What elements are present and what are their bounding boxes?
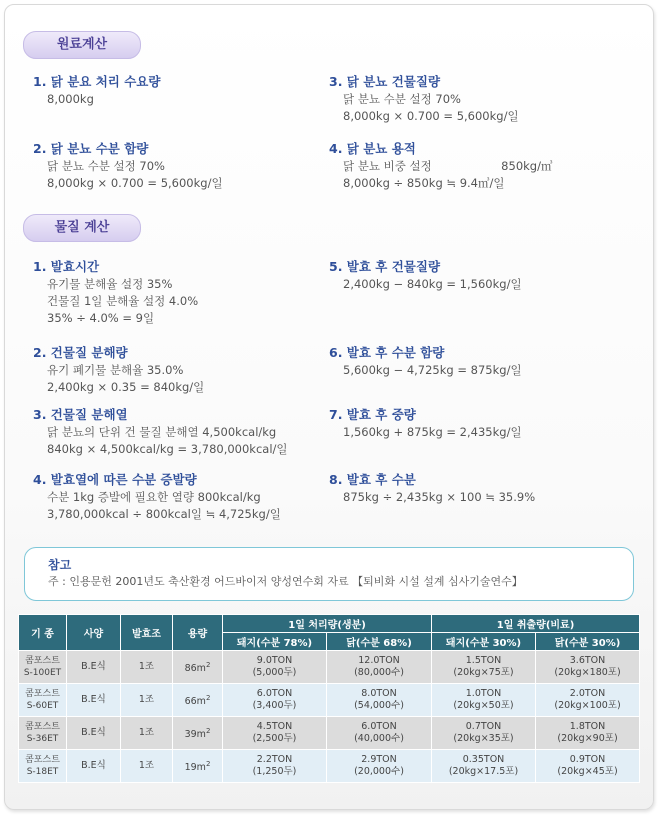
- cell-model: [19, 750, 67, 783]
- raw-item-2: [33, 140, 223, 192]
- header-volume: 용량: [173, 615, 223, 651]
- volume-value: 39m: [184, 729, 206, 741]
- model-line: 콤포스트: [25, 755, 60, 765]
- chicken-out-bags: (20kg×45포): [557, 766, 618, 777]
- chicken-count: (54,000수): [354, 700, 404, 711]
- pig-count: (3,400두): [252, 700, 297, 711]
- chicken-out-amount: 3.6TON: [569, 655, 606, 666]
- raw-item-1: [33, 73, 160, 108]
- item-line: 유기물 분해율 설정 35%: [47, 277, 173, 291]
- header-spec: 사양: [67, 615, 121, 651]
- item-heading: 7. 발효 후 중량: [329, 407, 416, 422]
- item-line: 수분 1kg 증발에 필요한 열량 800kcal/kg: [47, 490, 261, 504]
- pig-out-amount: 1.5TON: [465, 655, 502, 666]
- item-line: 닭 분뇨 수분 설정 70%: [47, 159, 165, 173]
- volume-value: 19m: [184, 762, 206, 774]
- volume-value: 66m: [184, 696, 206, 708]
- cell-volume: [173, 750, 223, 783]
- table-row: [19, 684, 640, 717]
- cell-ferment: 1조: [121, 717, 173, 750]
- cell-chicken: [327, 651, 432, 684]
- table-row: [19, 750, 640, 783]
- volume-unit-sup: 2: [205, 759, 211, 768]
- material-item-6: [329, 344, 522, 379]
- model-line: S-60ET: [26, 701, 59, 711]
- cell-chicken: [327, 717, 432, 750]
- cell-chicken-out: [536, 651, 640, 684]
- pig-count: (1,250두): [252, 766, 297, 777]
- table-row: [19, 717, 640, 750]
- item-heading: 8. 발효 후 수분: [329, 472, 416, 487]
- item-line: 8,000kg × 0.700 = 5,600kg/일: [47, 176, 223, 190]
- cell-volume: [173, 684, 223, 717]
- material-item-4: [33, 471, 281, 523]
- item-line: 닭 분뇨의 단위 건 물질 분해열 4,500kcal/kg: [47, 425, 277, 439]
- item-heading: 5. 발효 후 건물질량: [329, 259, 441, 274]
- cell-pig-out: [432, 717, 536, 750]
- chicken-out-amount: 2.0TON: [569, 688, 606, 699]
- model-line: 콤포스트: [25, 722, 60, 732]
- chicken-count: (80,000수): [354, 667, 404, 678]
- item-line: 5,600kg − 4,725kg = 875kg/일: [343, 363, 522, 377]
- cell-volume: [173, 717, 223, 750]
- raw-item-4: [329, 140, 552, 192]
- pig-out-bags: (20kg×75포): [453, 667, 514, 678]
- item-line: 유기 폐기물 분해율 35.0%: [47, 363, 184, 377]
- item-heading: 4. 닭 분뇨 용적: [329, 141, 416, 156]
- material-item-7: [329, 406, 522, 441]
- raw-item-3: [329, 73, 519, 125]
- chicken-out-bags: (20kg×100포): [554, 700, 621, 711]
- item-heading: 1. 발효시간: [33, 259, 100, 274]
- cell-spec: B.E식: [67, 717, 121, 750]
- spec-table: [18, 614, 640, 783]
- pig-out-bags: (20kg×50포): [453, 700, 514, 711]
- cell-chicken-out: [536, 750, 640, 783]
- note-text: 주 : 인용문헌 2001년도 축산환경 어드바이저 양성연수회 자료 【퇴비화 시설 설계 심사기술연수】: [48, 575, 523, 588]
- chicken-amount: 8.0TON: [361, 688, 397, 699]
- pig-count: (5,000두): [252, 667, 297, 678]
- header-daily-process: 1일 처리량(생분): [223, 615, 432, 633]
- volume-value: 86m: [184, 663, 206, 675]
- item-line: 8,000kg: [47, 92, 94, 106]
- cell-volume: [173, 651, 223, 684]
- material-item-3: [33, 406, 288, 458]
- header-daily-output: 1일 취출량(비료): [432, 615, 640, 633]
- cell-chicken-out: [536, 684, 640, 717]
- header-pig: 돼지(수분 78%): [223, 633, 327, 651]
- model-line: 콤포스트: [25, 689, 60, 699]
- model-line: S-100ET: [23, 668, 62, 678]
- item-heading: 6. 발효 후 수분 함량: [329, 345, 445, 360]
- item-line: 건물질 1일 분해율 설정 4.0%: [47, 294, 199, 308]
- pig-amount: 4.5TON: [256, 721, 293, 732]
- item-heading: 2. 건물질 분해량: [33, 345, 128, 360]
- chicken-out-bags: (20kg×180포): [554, 667, 621, 678]
- note-title: 참고: [48, 558, 72, 572]
- cell-ferment: 1조: [121, 684, 173, 717]
- item-heading: 3. 건물질 분해열: [33, 407, 128, 422]
- item-heading: 2. 닭 분뇨 수분 함량: [33, 141, 149, 156]
- item-heading: 1. 닭 분요 처리 수요량: [33, 74, 161, 89]
- item-heading: 4. 발효열에 따른 수분 증발량: [33, 472, 197, 487]
- header-model: 기 종: [19, 615, 67, 651]
- header-chicken: 닭(수분 68%): [327, 633, 432, 651]
- item-line: 1,560kg + 875kg = 2,435kg/일: [343, 425, 522, 439]
- model-line: S-18ET: [26, 767, 59, 777]
- cell-chicken: [327, 750, 432, 783]
- chicken-count: (20,000수): [354, 766, 404, 777]
- pig-out-bags: (20kg×17.5포): [448, 766, 519, 777]
- pig-out-amount: 0.35TON: [462, 754, 505, 765]
- pig-amount: 9.0TON: [256, 655, 293, 666]
- cell-chicken-out: [536, 717, 640, 750]
- chicken-out-bags: (20kg×90포): [557, 733, 618, 744]
- cell-model: [19, 684, 67, 717]
- cell-model: [19, 717, 67, 750]
- pig-count: (2,500두): [252, 733, 297, 744]
- pig-out-amount: 0.7TON: [465, 721, 502, 732]
- pig-out-amount: 1.0TON: [465, 688, 502, 699]
- chicken-amount: 12.0TON: [358, 655, 400, 666]
- cell-spec: B.E식: [67, 684, 121, 717]
- item-line: 2,400kg − 840kg = 1,560kg/일: [343, 277, 522, 291]
- volume-unit-sup: 2: [205, 726, 211, 735]
- cell-spec: B.E식: [67, 750, 121, 783]
- table-row: [19, 651, 640, 684]
- chicken-out-amount: 0.9TON: [569, 754, 606, 765]
- section-title-material: 물질 계산: [23, 214, 141, 242]
- material-item-5: [329, 258, 522, 293]
- cell-ferment: 1조: [121, 750, 173, 783]
- reference-note: [24, 547, 634, 601]
- item-line: 875kg ÷ 2,435kg × 100 ≒ 35.9%: [343, 490, 536, 504]
- header-pig-out: 돼지(수분 30%): [432, 633, 536, 651]
- material-item-1: [33, 258, 198, 327]
- cell-spec: B.E식: [67, 651, 121, 684]
- header-ferment: 발효조: [121, 615, 173, 651]
- chicken-amount: 6.0TON: [361, 721, 397, 732]
- item-line: 3,780,000kcal ÷ 800kcal일 ≒ 4,725kg/일: [47, 507, 281, 521]
- volume-unit-sup: 2: [205, 693, 211, 702]
- cell-pig: [223, 651, 327, 684]
- cell-pig-out: [432, 651, 536, 684]
- item-line: 840kg × 4,500kcal/kg = 3,780,000kcal/일: [47, 442, 288, 456]
- cell-pig: [223, 750, 327, 783]
- material-item-8: [329, 471, 535, 506]
- item-line: 닭 분뇨 수분 설정 70%: [343, 92, 461, 106]
- item-line: 8,000kg × 0.700 = 5,600kg/일: [343, 109, 519, 123]
- section-title-raw: 원료계산: [23, 31, 141, 59]
- cell-chicken: [327, 684, 432, 717]
- item-line: 닭 분뇨 비중 설정 850kg/㎥: [343, 159, 553, 173]
- item-line: 2,400kg × 0.35 = 840kg/일: [47, 380, 205, 394]
- chicken-count: (40,000수): [354, 733, 404, 744]
- pig-out-bags: (20kg×35포): [453, 733, 514, 744]
- cell-pig-out: [432, 684, 536, 717]
- cell-ferment: 1조: [121, 651, 173, 684]
- chicken-out-amount: 1.8TON: [569, 721, 606, 732]
- model-line: S-36ET: [26, 734, 59, 744]
- cell-pig: [223, 717, 327, 750]
- chicken-amount: 2.9TON: [361, 754, 397, 765]
- header-chicken-out: 닭(수분 30%): [536, 633, 640, 651]
- volume-unit-sup: 2: [205, 660, 211, 669]
- item-heading: 3. 닭 분뇨 건물질량: [329, 74, 441, 89]
- item-line: 8,000kg ÷ 850kg ≒ 9.4㎥/일: [343, 176, 505, 190]
- pig-amount: 6.0TON: [256, 688, 293, 699]
- item-line: 35% ÷ 4.0% = 9일: [47, 311, 155, 325]
- pig-amount: 2.2TON: [256, 754, 293, 765]
- model-line: 콤포스트: [25, 656, 60, 666]
- cell-pig-out: [432, 750, 536, 783]
- cell-pig: [223, 684, 327, 717]
- cell-model: [19, 651, 67, 684]
- material-item-2: [33, 344, 204, 396]
